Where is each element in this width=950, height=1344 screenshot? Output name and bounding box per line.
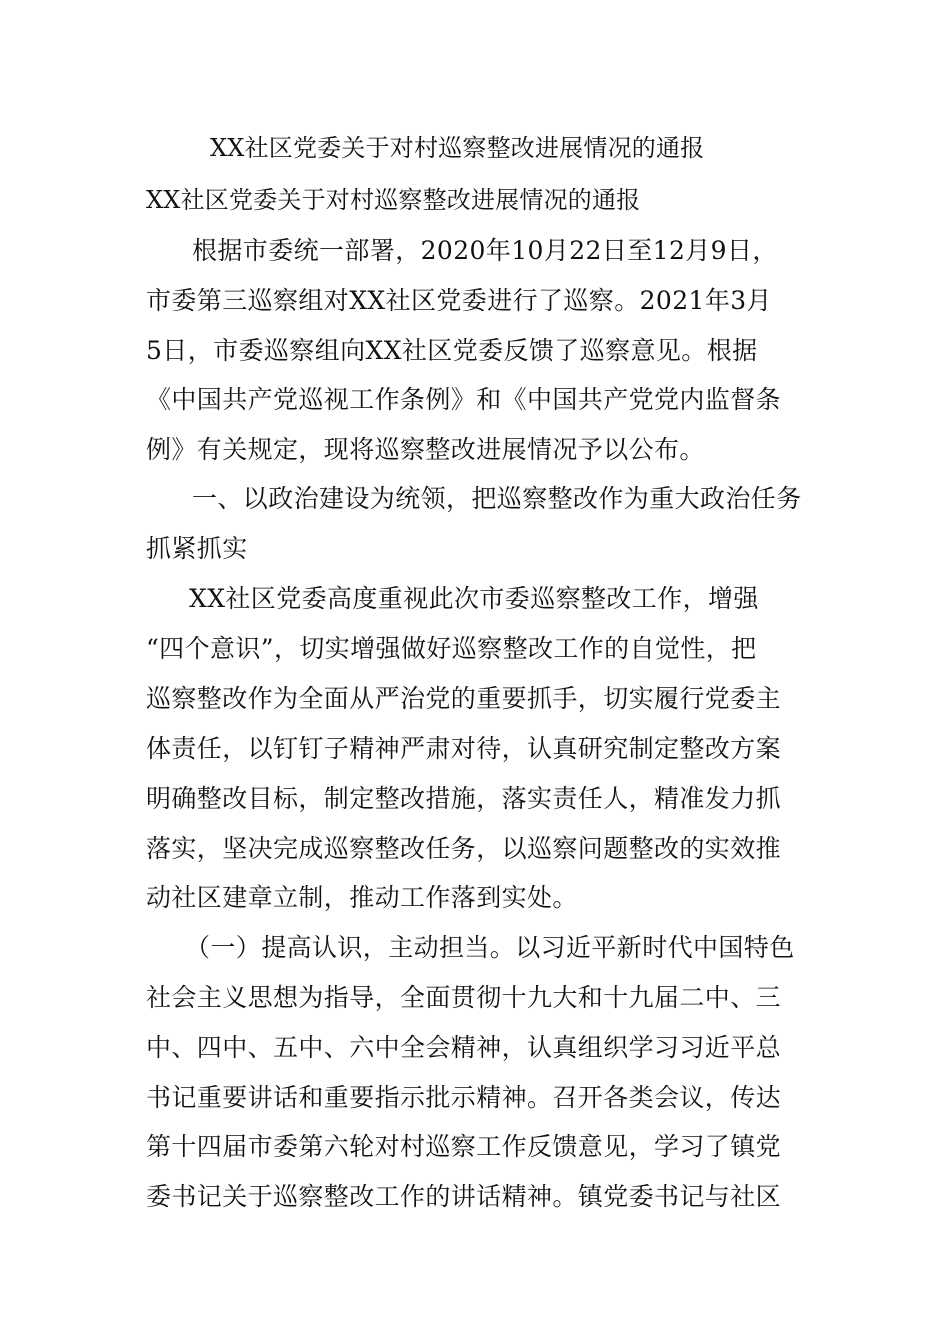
paragraph-line: 中、四中、五中、六中全会精神，认真组织学习习近平总 [146,1033,782,1062]
document-title-repeated: XX社区党委关于对村巡察整改进展情况的通报 [146,186,641,214]
paragraph-line: 巡察整改作为全面从严治党的重要抓手，切实履行党委主 [146,684,782,713]
paragraph-line: 例》有关规定，现将巡察整改进展情况予以公布。 [146,435,705,464]
paragraph-line: 5日，市委巡察组向XX社区党委反馈了巡察意见。根据 [146,336,758,365]
paragraph-line: 根据市委统一部署，2020年10月22日至12月9日， [192,236,778,265]
paragraph-line: 明确整改目标，制定整改措施，落实责任人，精准发力抓 [146,784,782,813]
paragraph-line: XX社区党委高度重视此次市委巡察整改工作，增强 [189,584,759,613]
paragraph-line: 体责任，以钉钉子精神严肃对待，认真研究制定整改方案 [146,734,782,763]
paragraph-line: 动社区建章立制，推动工作落到实处。 [146,883,578,912]
section-heading-line: 一、以政治建设为统领，把巡察整改作为重大政治任务 [192,484,802,513]
paragraph-line: 第十四届市委第六轮对村巡察工作反馈意见，学习了镇党 [146,1132,782,1161]
paragraph-line: “四个意识”，切实增强做好巡察整改工作的自觉性，把 [146,634,757,663]
paragraph-line: 市委第三巡察组对XX社区党委进行了巡察。2021年3月 [146,286,772,315]
paragraph-line: 落实，坚决完成巡察整改任务，以巡察问题整改的实效推 [146,834,782,863]
paragraph-line: 委书记关于巡察整改工作的讲话精神。镇党委书记与社区 [146,1182,782,1211]
section-heading-line: 抓紧抓实 [146,534,248,563]
paragraph-line: 《中国共产党巡视工作条例》和《中国共产党党内监督条 [146,385,782,414]
paragraph-line: 社会主义思想为指导，全面贯彻十九大和十九届二中、三 [146,983,782,1012]
document-title-centered: XX社区党委关于对村巡察整改进展情况的通报 [210,134,705,162]
paragraph-line: 书记重要讲话和重要指示批示精神。召开各类会议，传达 [146,1083,782,1112]
subsection-paragraph-line: （一）提高认识，主动担当。以习近平新时代中国特色 [185,933,795,962]
